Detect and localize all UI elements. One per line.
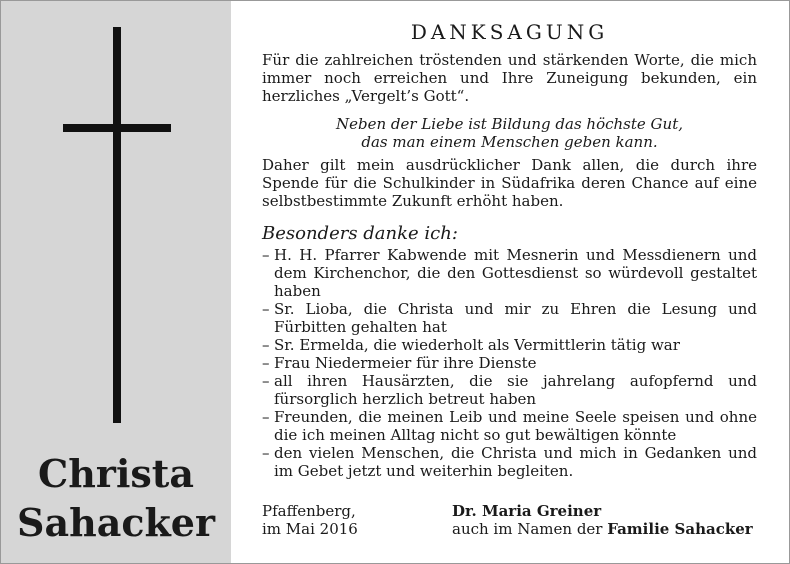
cross-icon bbox=[113, 27, 121, 423]
signature-place-date bbox=[262, 502, 442, 538]
signature-date: im Mai 2016 bbox=[262, 520, 358, 538]
signer-behalf bbox=[452, 520, 757, 538]
list-item: – Sr. Lioba, die Christa und mir zu Ehren die Lesung und Fürbitten gehalten hat bbox=[262, 300, 757, 336]
list-item: – Frau Niedermeier für ihre Dienste bbox=[262, 354, 757, 372]
family-name: Familie Sahacker bbox=[607, 520, 753, 538]
quote-line: das man einem Menschen geben kann. bbox=[361, 133, 658, 151]
left-panel bbox=[1, 1, 231, 563]
deceased-last-name: Sahacker bbox=[17, 500, 215, 545]
thanks-list bbox=[262, 246, 757, 480]
list-item: – H. H. Pfarrer Kabwende mit Mesnerin und Messdienern und dem Kirchenchor, die den Gottesdienst so würdevoll gestaltet haben bbox=[262, 246, 757, 300]
thanks-paragraph: Daher gilt mein ausdrücklicher Dank allen, die durch ihre Spende für die Schulkinder in Südafrika deren Chance auf eine selbstbestimmte Zukunft erhöht haben. bbox=[262, 156, 757, 210]
list-item: – all ihren Hausärzten, die sie jahrelang aufopfernd und fürsorglich herzlich betreut haben bbox=[262, 372, 757, 408]
signature-place: Pfaffenberg, bbox=[262, 502, 356, 520]
list-item: – den vielen Menschen, die Christa und mich in Gedanken und im Gebet jetzt und weiterhin begleiten. bbox=[262, 444, 757, 480]
quote-line: Neben der Liebe ist Bildung das höchste Gut, bbox=[336, 115, 683, 133]
intro-paragraph: Für die zahlreichen tröstenden und stärkenden Worte, die mich immer noch erreichen und Ihre Zuneigung bekunden, ein herzliches „Vergelt’s Gott“. bbox=[262, 51, 757, 105]
signature-block bbox=[452, 502, 757, 538]
list-item: – Freunden, die meinen Leib und meine Seele speisen und ohne die ich meinen Alltag nicht so gut bewältigen könnte bbox=[262, 408, 757, 444]
deceased-first-name: Christa bbox=[38, 451, 194, 496]
cross-bar bbox=[63, 124, 171, 132]
thanks-heading: Besonders danke ich: bbox=[262, 223, 458, 244]
quote bbox=[262, 115, 757, 151]
list-item: – Sr. Ermelda, die wiederholt als Vermittlerin tätig war bbox=[262, 336, 757, 354]
signer-name: Dr. Maria Greiner bbox=[452, 502, 602, 520]
notice-title: DANKSAGUNG bbox=[410, 20, 609, 44]
behalf-prefix: auch im Namen der bbox=[452, 520, 603, 538]
